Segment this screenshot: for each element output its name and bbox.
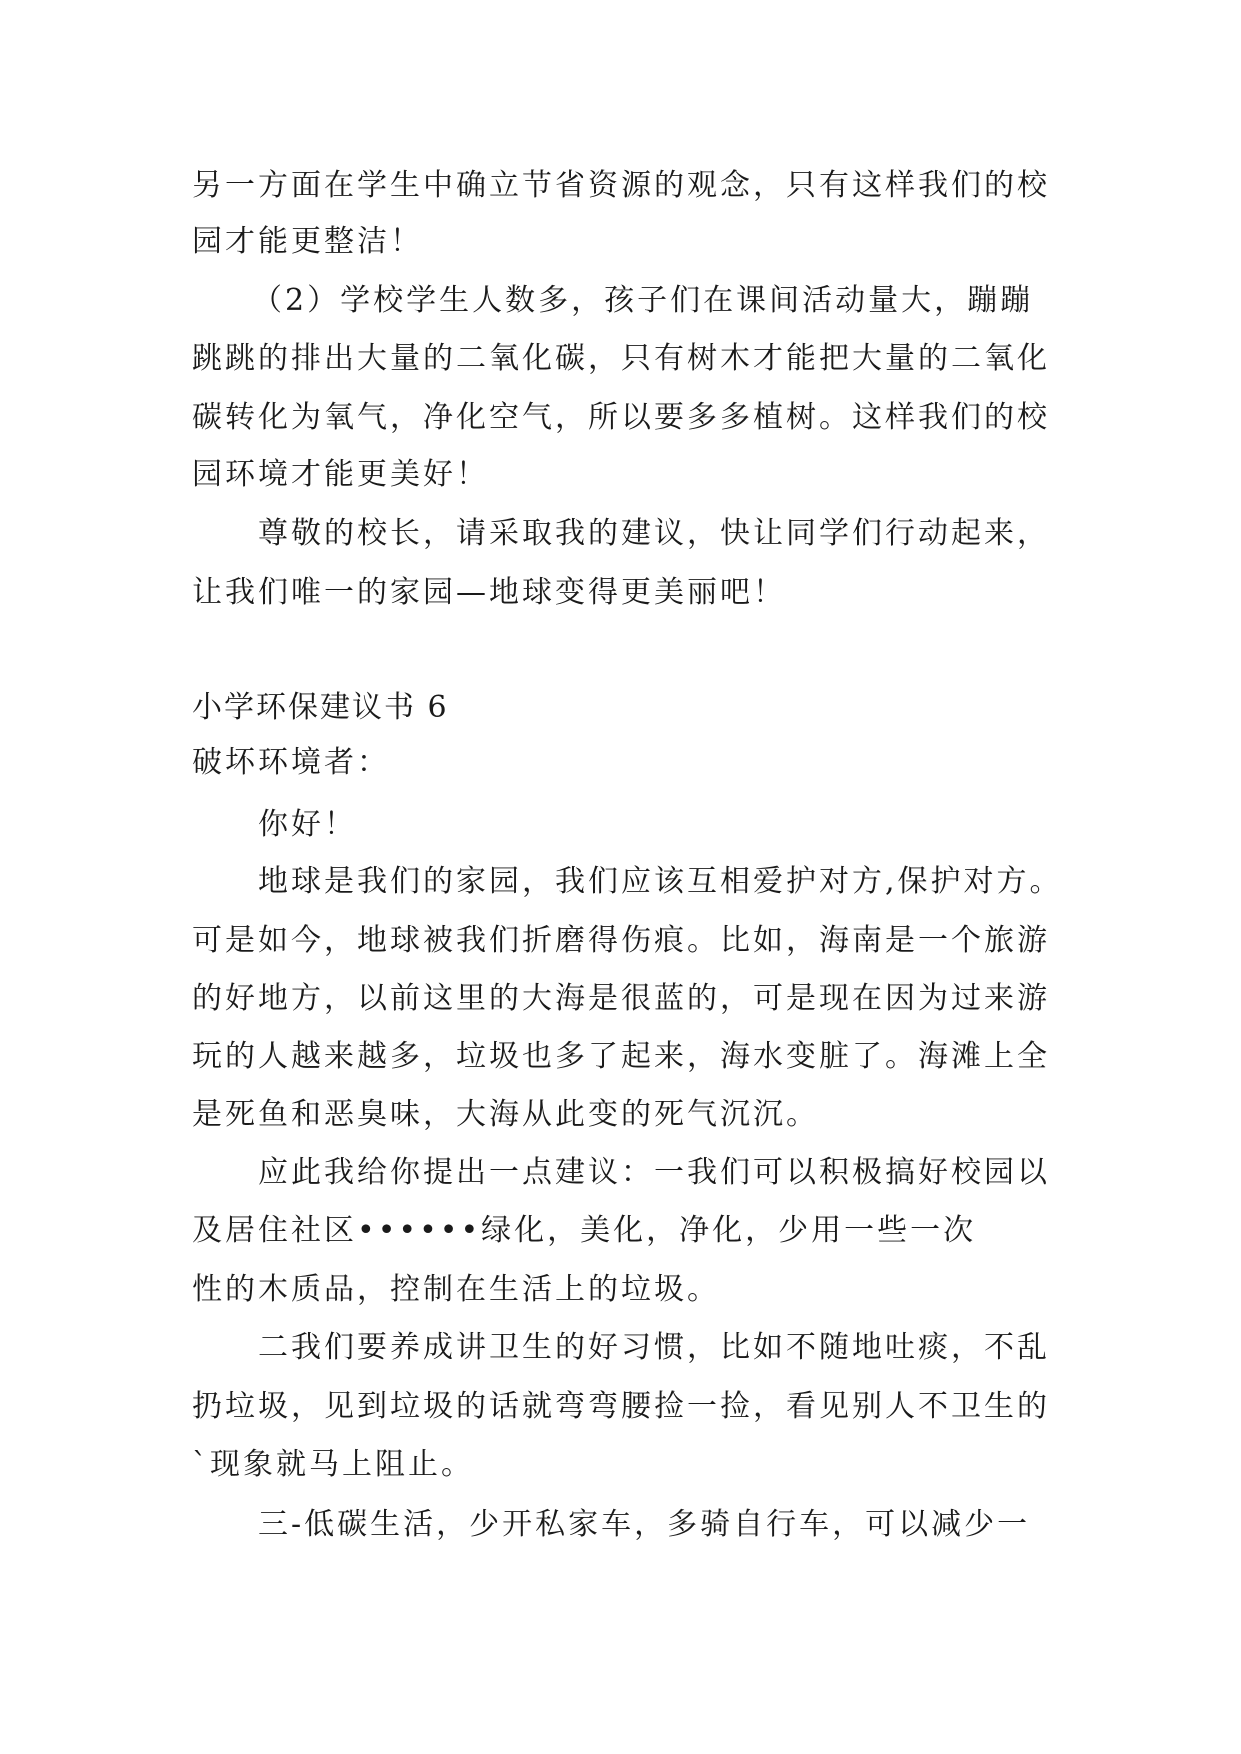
paragraph-line: 三-低碳生活，少开私家车，多骑自行车，可以减少一 — [258, 1507, 1031, 1542]
paragraph-line: 扔垃圾，见到垃圾的话就弯弯腰捡一捡，看见别人不卫生的 — [192, 1389, 1050, 1424]
paragraph-line: 是死鱼和恶臭味，大海从此变的死气沉沉。 — [192, 1097, 819, 1132]
greeting: 你好！ — [258, 807, 357, 842]
paragraph-line: （2）学校学生人数多，孩子们在课间活动量大，蹦蹦 — [252, 283, 1034, 318]
paragraph-line: 性的木质品，控制在生活上的垃圾。 — [192, 1272, 720, 1307]
paragraph-line: 二我们要养成讲卫生的好习惯，比如不随地吐痰，不乱 — [258, 1330, 1050, 1365]
paragraph-line: 让我们唯一的家园—地球变得更美丽吧！ — [192, 575, 786, 610]
paragraph-line: 园环境才能更美好！ — [192, 457, 489, 492]
paragraph-line: 另一方面在学生中确立节省资源的观念，只有这样我们的校 — [192, 168, 1050, 203]
paragraph-line: 应此我给你提出一点建议：一我们可以积极搞好校园以 — [258, 1155, 1050, 1190]
paragraph-line: 地球是我们的家园，我们应该互相爱护对方,保护对方。 — [258, 864, 1063, 899]
paragraph-line: 园才能更整洁！ — [192, 224, 423, 259]
salutation: 破坏环境者： — [192, 745, 390, 780]
paragraph-line: 跳跳的排出大量的二氧化碳，只有树木才能把大量的二氧化 — [192, 341, 1050, 376]
paragraph-line: 尊敬的校长，请采取我的建议，快让同学们行动起来， — [258, 516, 1050, 551]
section-title: 小学环保建议书 6 — [192, 690, 449, 725]
paragraph-line: 玩的人越来越多，垃圾也多了起来，海水变脏了。海滩上全 — [192, 1039, 1050, 1074]
paragraph-line: 可是如今，地球被我们折磨得伤痕。比如，海南是一个旅游 — [192, 923, 1050, 958]
paragraph-line: 及居住社区••••••绿化，美化，净化，少用一些一次 — [192, 1213, 977, 1248]
paragraph-line: `现象就马上阻止。 — [192, 1447, 474, 1482]
paragraph-line: 的好地方，以前这里的大海是很蓝的，可是现在因为过来游 — [192, 981, 1050, 1016]
paragraph-line: 碳转化为氧气，净化空气，所以要多多植树。这样我们的校 — [192, 400, 1050, 435]
